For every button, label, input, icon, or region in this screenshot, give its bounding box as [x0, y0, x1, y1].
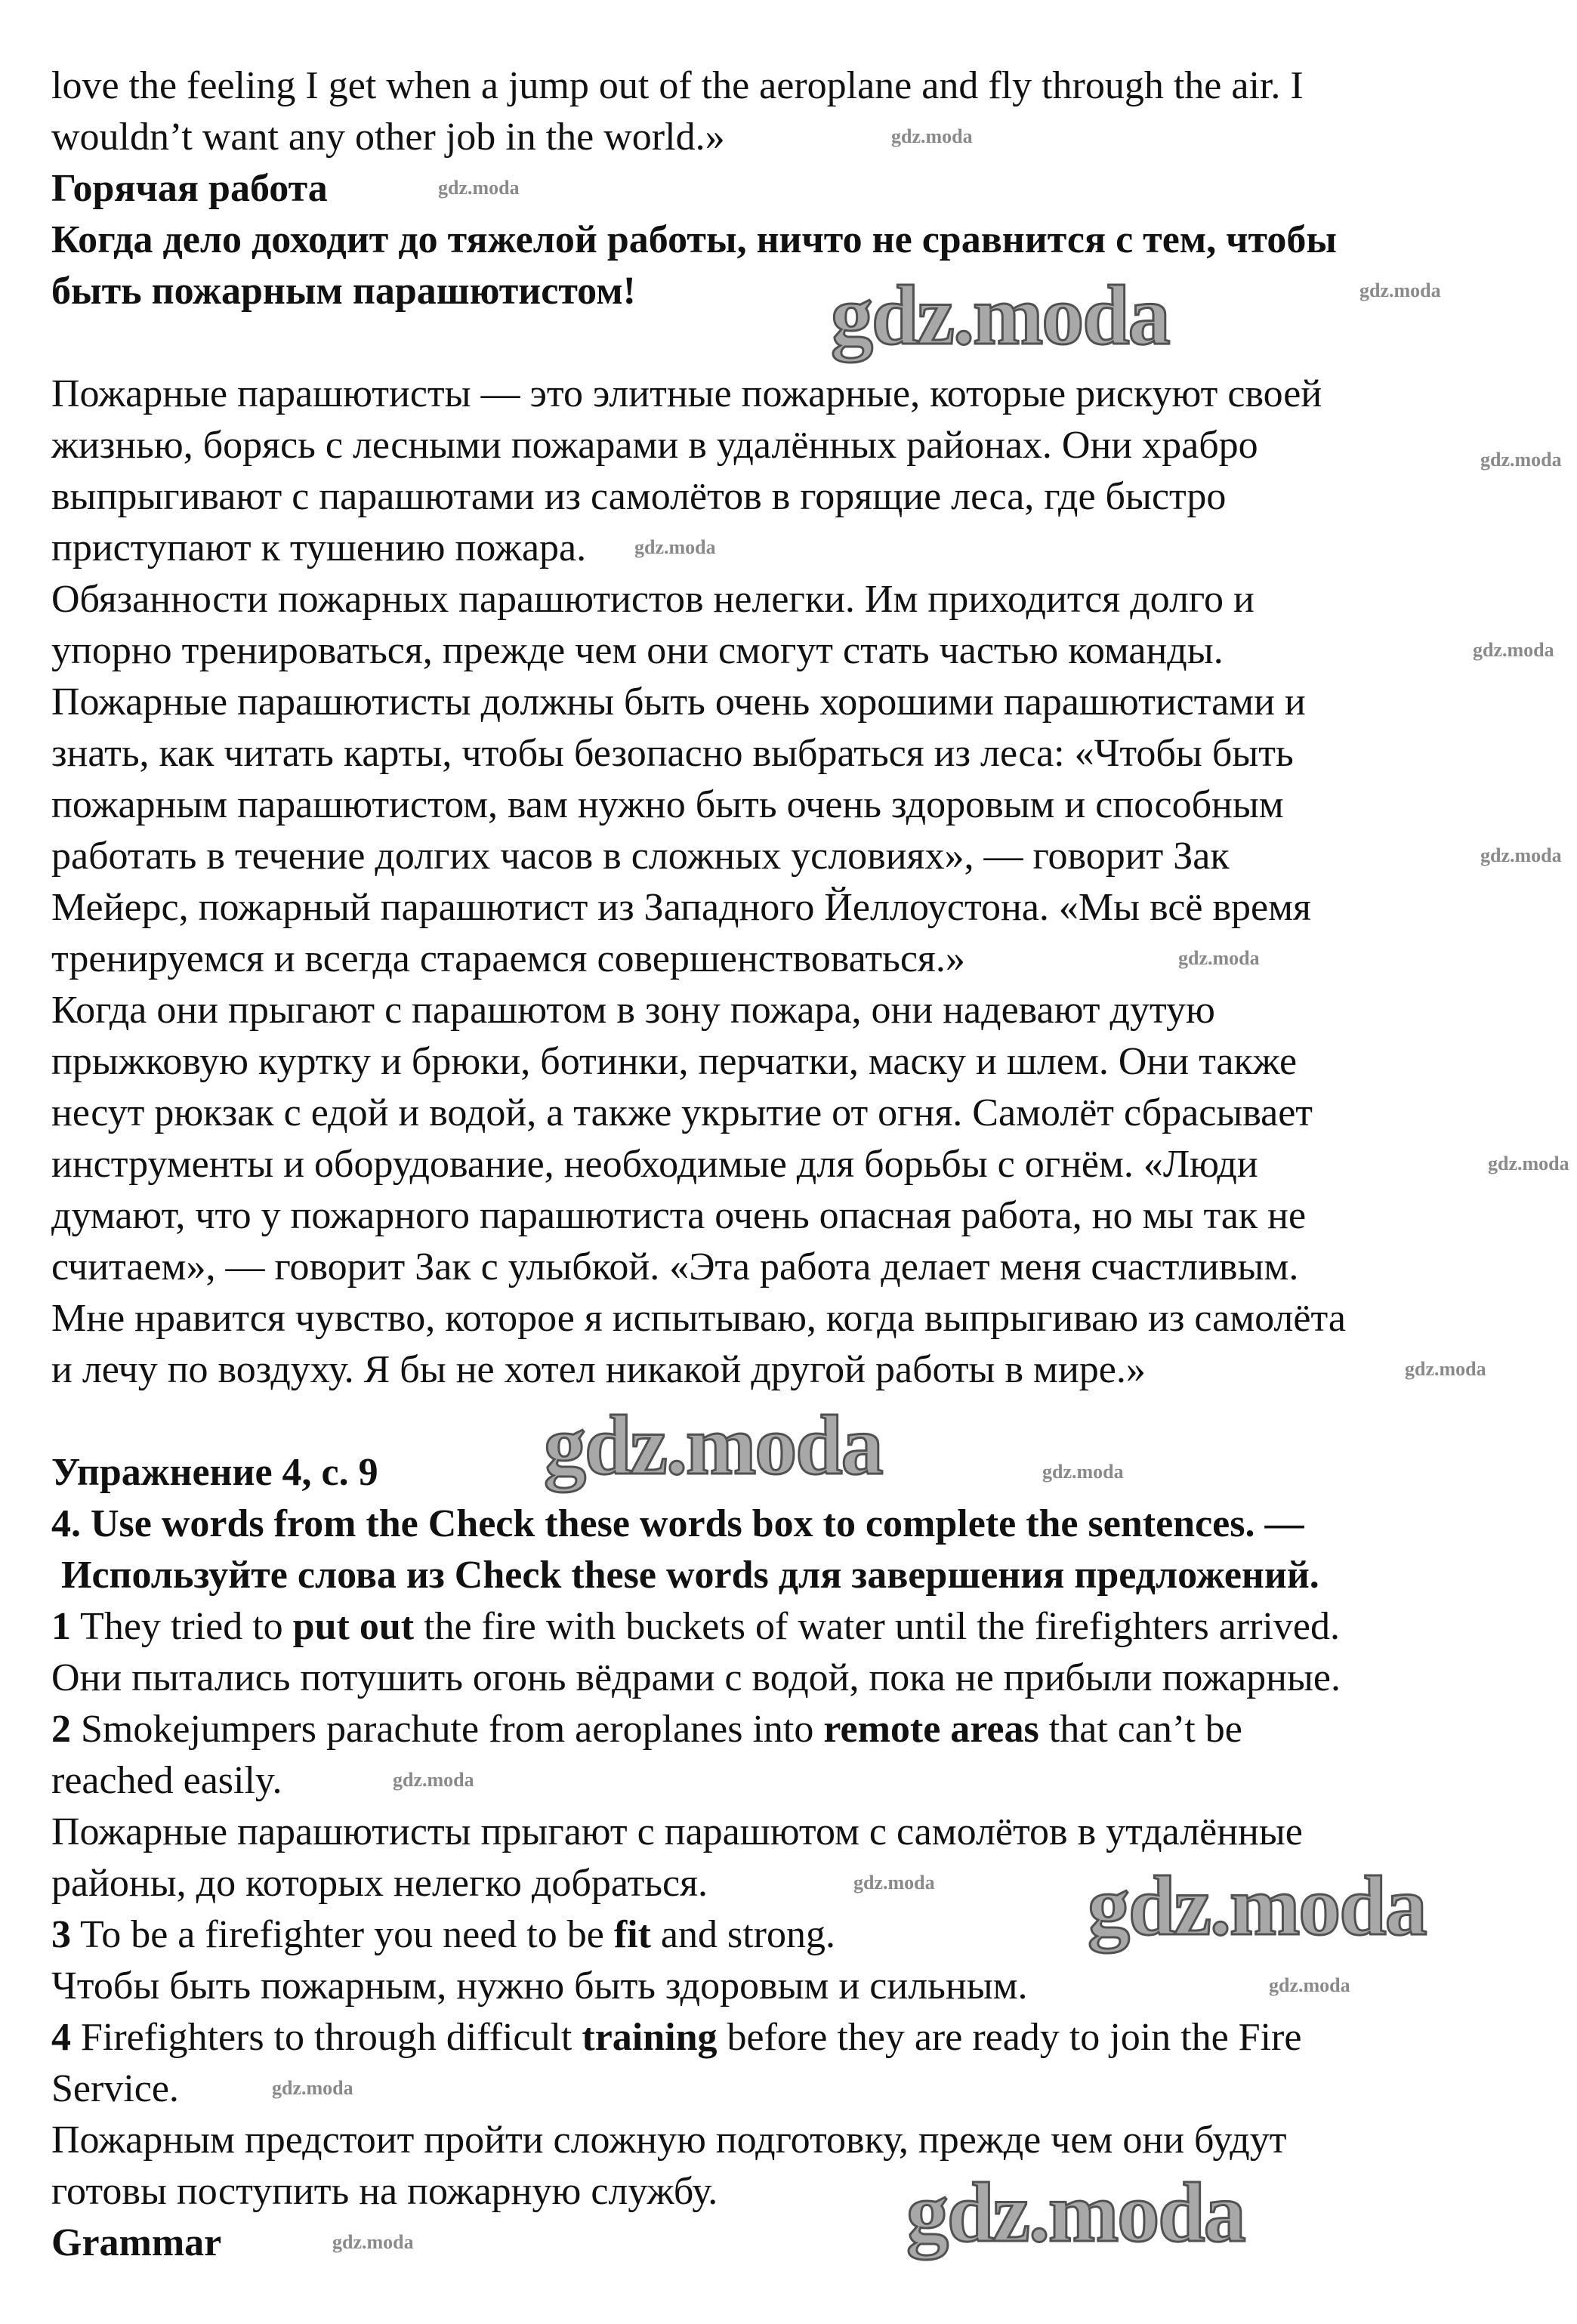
text-line	[51, 112, 1554, 163]
text: знать, как читать карты, чтобы безопасно выбраться из леса: «Чтобы быть	[51, 732, 1294, 775]
text: работать в течение долгих часов в сложных условиях», — говорит Зак	[51, 835, 1230, 878]
watermark-small: gdz.moda	[438, 177, 520, 199]
bold-text: put out	[292, 1605, 415, 1648]
watermark-small: gdz.moda	[272, 2077, 353, 2099]
text: Пожарные парашютисты должны быть очень хорошими парашютистами и	[51, 681, 1306, 724]
text: To be a firefighter you need to be	[71, 1913, 614, 1956]
text-line	[51, 369, 1554, 420]
text: Smokejumpers parachute from aeroplanes into	[71, 1708, 824, 1751]
text: инструменты и оборудование, необходимые для борьбы с огнём. «Люди	[51, 1143, 1258, 1186]
watermark-small: gdz.moda	[1480, 449, 1562, 471]
text-line	[51, 625, 1554, 677]
text-line	[51, 728, 1554, 779]
watermark-large: gdz.moda	[544, 1399, 882, 1492]
text: районы, до которых нелегко добраться.	[51, 1862, 708, 1905]
watermark-small: gdz.moda	[1359, 279, 1441, 301]
text: Service.	[51, 2067, 179, 2110]
text-line	[51, 1139, 1554, 1190]
text: жизнью, борясь с лесными пожарами в удалённых районах. Они храбро	[51, 424, 1258, 467]
watermark-small: gdz.moda	[393, 1769, 474, 1791]
text: несут рюкзак с едой и водой, а также укрытие от огня. Самолёт сбрасывает	[51, 1091, 1313, 1134]
text-line	[51, 1344, 1554, 1396]
text-line	[51, 2012, 1554, 2063]
text-line	[51, 831, 1554, 882]
watermark-small: gdz.moda	[1042, 1461, 1124, 1483]
bold-text: 3	[51, 1913, 71, 1956]
text-line	[51, 1242, 1554, 1293]
text-line	[51, 1755, 1554, 1807]
watermark-small: gdz.moda	[1473, 639, 1554, 661]
text: Firefighters to through difficult	[71, 2016, 582, 2059]
text: упорно тренироваться, прежде чем они смогут стать частью команды.	[51, 629, 1224, 672]
text-line	[51, 266, 1554, 317]
bold-text: 2	[51, 1708, 71, 1751]
text: выпрыгивают с парашютами из самолётов в горящие леса, где быстро	[51, 475, 1227, 518]
text-line	[51, 882, 1554, 934]
text-line	[51, 1601, 1554, 1653]
text: тренируемся и всегда стараемся совершенствоваться.»	[51, 937, 965, 980]
text-line	[51, 1498, 1554, 1550]
text: готовы поступить на пожарную службу.	[51, 2170, 718, 2213]
bold-text: быть пожарным парашютистом!	[51, 270, 636, 313]
bold-text: 1	[51, 1605, 71, 1648]
text-line	[51, 60, 1554, 112]
bold-text: training	[582, 2016, 718, 2059]
text: приступают к тушению пожара.	[51, 526, 587, 569]
text: Мне нравится чувство, которое я испытываю, когда выпрыгиваю из самолёта	[51, 1297, 1346, 1340]
text: пожарным парашютистом, вам нужно быть очень здоровым и способным	[51, 783, 1284, 826]
watermark-small: gdz.moda	[634, 536, 716, 558]
text: Когда они прыгают с парашютом в зону пожара, они надевают дутую	[51, 989, 1215, 1032]
text-line	[51, 1550, 1554, 1601]
text: Пожарным предстоит пройти сложную подготовку, прежде чем они будут	[51, 2119, 1287, 2162]
bold-text: Горячая работа	[51, 167, 328, 210]
text: Чтобы быть пожарным, нужно быть здоровым и сильным.	[51, 1964, 1028, 2008]
text: думают, что у пожарного парашютиста очень опасная работа, но мы так не	[51, 1194, 1307, 1237]
text: reached easily.	[51, 1759, 282, 1802]
text-line	[51, 1190, 1554, 1242]
bold-text: Упражнение 4, с. 9	[51, 1451, 378, 1494]
text-line	[51, 985, 1554, 1036]
watermark-small: gdz.moda	[1480, 844, 1562, 866]
text: Мейерс, пожарный парашютист из Западного Йеллоустона. «Мы всё время	[51, 886, 1311, 929]
text-line	[51, 2166, 1554, 2218]
watermark-small: gdz.moda	[891, 125, 973, 147]
text-line	[51, 574, 1554, 625]
text-line	[51, 1293, 1554, 1344]
text: Пожарные парашютисты прыгают с парашютом с самолётов в утдалённые	[51, 1810, 1303, 1853]
text-line	[51, 214, 1554, 266]
blank-line	[51, 317, 1554, 369]
text-line	[51, 1704, 1554, 1755]
text: Обязанности пожарных парашютистов нелегки. Им приходится долго и	[51, 578, 1255, 621]
watermark-small: gdz.moda	[1269, 1974, 1350, 1996]
bold-text: remote areas	[823, 1708, 1039, 1751]
text-line	[51, 677, 1554, 728]
text: that can’t be	[1038, 1708, 1242, 1751]
text-line	[51, 471, 1554, 523]
text-line	[51, 420, 1554, 471]
text-line	[51, 779, 1554, 831]
bold-text: 4. Use words from the Check these words box to complete the sentences. —	[51, 1502, 1304, 1545]
bold-text: 4	[51, 2016, 71, 2059]
text: прыжковую куртку и брюки, ботинки, перчатки, маску и шлем. Они также	[51, 1040, 1298, 1083]
bold-text: Grammar	[51, 2221, 222, 2264]
text-line	[51, 2115, 1554, 2166]
text: They tried to	[71, 1605, 293, 1648]
text: Они пытались потушить огонь вёдрами с водой, пока не прибыли пожарные.	[51, 1656, 1341, 1699]
watermark-large: gdz.moda	[906, 2166, 1245, 2260]
text-line	[51, 163, 1554, 214]
text: Пожарные парашютисты — это элитные пожарные, которые рискуют своей	[51, 372, 1322, 415]
text-line	[51, 1036, 1554, 1088]
text: and strong.	[650, 1913, 835, 1956]
text: love the feeling I get when a jump out of the aeroplane and fly through the air. I	[51, 64, 1304, 107]
text-line	[51, 1807, 1554, 1858]
text-line	[51, 1653, 1554, 1704]
text-line	[51, 1088, 1554, 1139]
text: the fire with buckets of water until the firefighters arrived.	[414, 1605, 1340, 1648]
text: и лечу по воздуху. Я бы не хотел никакой другой работы в мире.»	[51, 1348, 1146, 1391]
watermark-small: gdz.moda	[1178, 947, 1260, 969]
watermark-large: gdz.moda	[1088, 1860, 1426, 1953]
watermark-large: gdz.moda	[831, 269, 1169, 363]
text: считаем», — говорит Зак с улыбкой. «Эта работа делает меня счастливым.	[51, 1245, 1299, 1289]
watermark-small: gdz.moda	[853, 1872, 935, 1893]
text: before they are ready to join the Fire	[717, 2016, 1302, 2059]
bold-text: Когда дело доходит до тяжелой работы, ничто не сравнится с тем, чтобы	[51, 218, 1338, 261]
bold-text: fit	[613, 1913, 651, 1956]
text-line	[51, 2218, 1554, 2269]
bold-text: Используйте слова из Check these words для завершения предложений.	[51, 1554, 1319, 1597]
text-line	[51, 934, 1554, 985]
text: wouldn’t want any other job in the world.»	[51, 116, 725, 159]
watermark-small: gdz.moda	[332, 2231, 414, 2253]
text-line	[51, 523, 1554, 574]
watermark-small: gdz.moda	[1405, 1358, 1486, 1380]
watermark-small: gdz.moda	[1488, 1153, 1569, 1174]
